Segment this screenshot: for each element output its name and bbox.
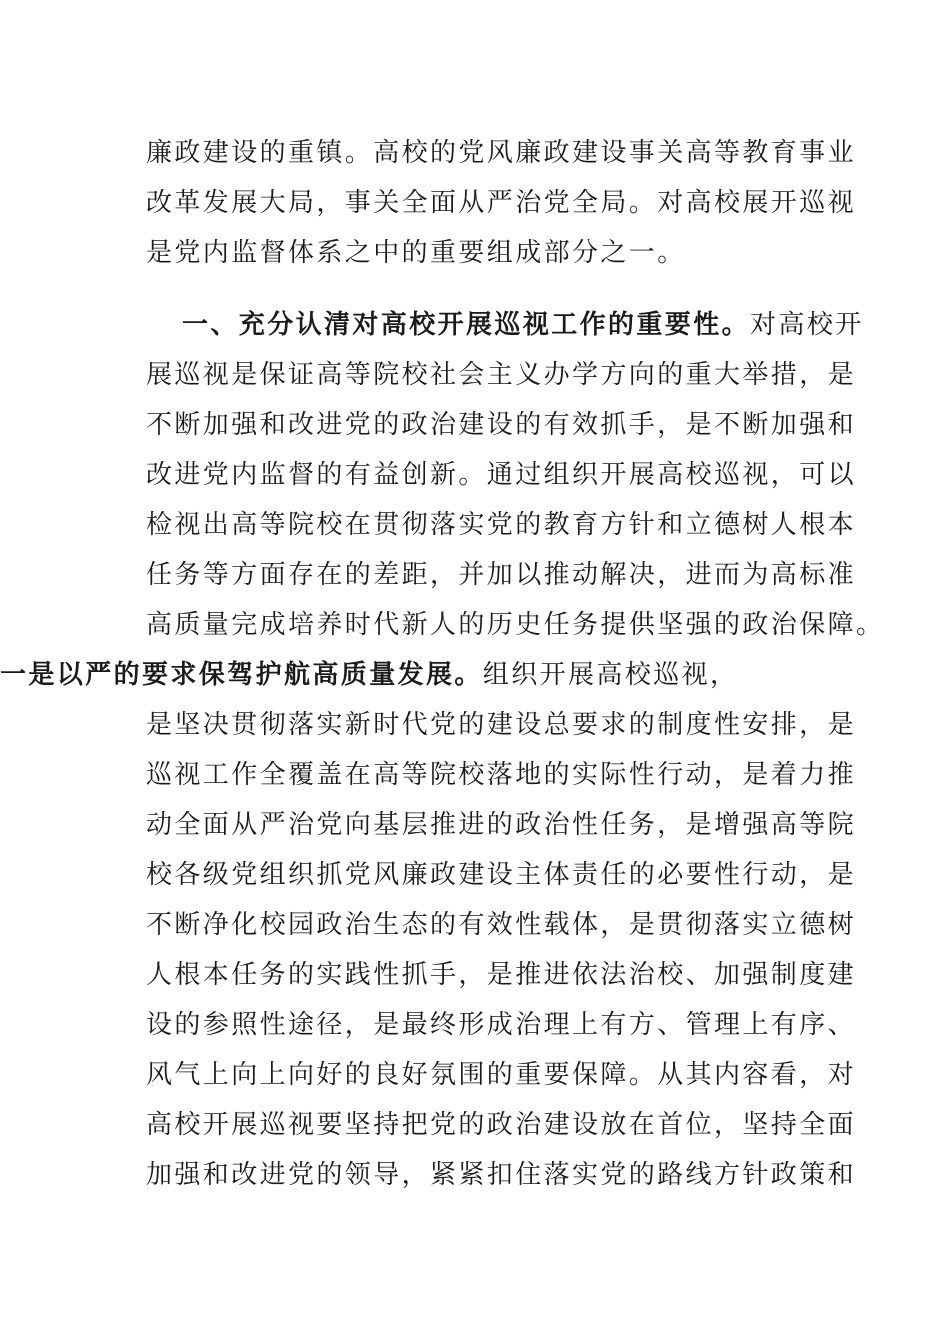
text-line: 检视出高等院校在贯彻落实党的教育方针和立德树人根本 [146,510,857,540]
point-heading-line [0,650,796,700]
body-text [0,128,885,1200]
text-line: 展巡视是保证高等院校社会主义办学方向的重大举措，是 [146,360,857,390]
section-heading-line [146,300,864,350]
text-line: 廉政建设的重镇。高校的党风廉政建设事关高等教育事业 [146,138,857,168]
text-line: 高质量完成培养时代新人的历史任务提供坚强的政治保障。 [146,610,885,640]
text-line: 不断净化校园政治生态的有效性载体，是贯彻落实立德树 [146,910,857,940]
text-line: 改革发展大局，事关全面从严治党全局。对高校展开巡视 [146,188,857,218]
text-line: 巡视工作全覆盖在高等院校落地的实际性行动，是着力推 [146,760,857,790]
text-line: 是党内监督体系之中的重要组成部分之一。 [146,238,686,268]
text-line: 高校开展巡视要坚持把党的政治建设放在首位，坚持全面 [146,1110,857,1140]
text-line: 是坚决贯彻落实新时代党的建设总要求的制度性安排，是 [146,710,857,740]
paragraph-gap [146,278,796,300]
point-heading: 一是以严的要求保驾护航高质量发展。 [0,660,483,690]
section-heading: 一、充分认清对高校开展巡视工作的重要性。 [182,310,751,340]
text-span: 组织开展高校巡视， [482,660,739,690]
text-line: 动全面从严治党向基层推进的政治性任务，是增强高等院 [146,810,857,840]
text-line: 风气上向上向好的良好氛围的重要保障。从其内容看，对 [146,1060,857,1090]
text-line: 改进党内监督的有益创新。通过组织开展高校巡视，可以 [146,460,857,490]
text-line: 人根本任务的实践性抓手，是推进依法治校、加强制度建 [146,960,857,990]
text-span: 对高校开 [750,310,864,340]
text-line: 校各级党组织抓党风廉政建设主体责任的必要性行动，是 [146,860,857,890]
text-line: 加强和改进党的领导，紧紧扣住落实党的路线方针政策和 [146,1160,857,1190]
text-line: 不断加强和改进党的政治建设的有效抓手，是不断加强和 [146,410,857,440]
text-line: 任务等方面存在的差距，并加以推动解决，进而为高标准 [146,560,857,590]
text-line: 设的参照性途径，是最终形成治理上有方、管理上有序、 [146,1010,857,1040]
